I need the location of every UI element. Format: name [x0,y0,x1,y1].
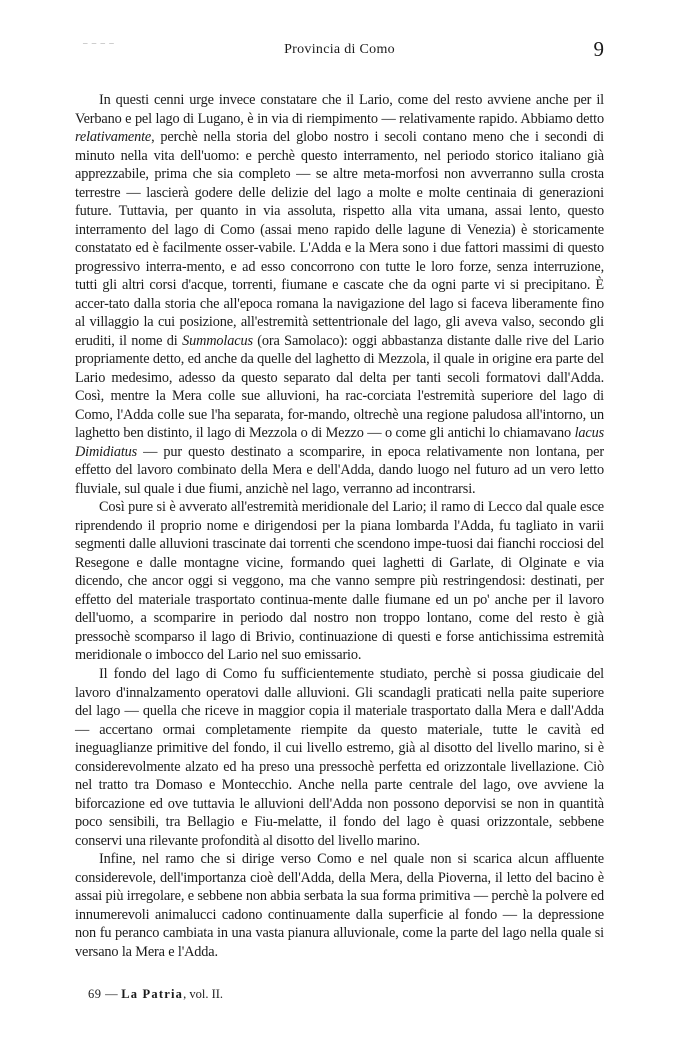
running-header [75,34,604,62]
signature-mark: 69 — [88,987,119,1001]
body-text [75,91,604,961]
paragraph [75,665,604,850]
journal-title: La Patria [121,987,184,1001]
italic-term: relativamente [75,129,152,146]
volume-label: , vol. II. [183,987,224,1001]
running-header-title: Provincia di Como [284,42,395,57]
paragraph [75,850,604,961]
text-run: (ora Samolaco): oggi abbastanza distante dalle rive del Lario propriamente detto, ed anche da quelle del laghetto di Mezzola, il quale in origine era parte del Lario medesimo, adesso da questo separato dal delta per tanti secoli formatovi dall'Adda. Così, mentre la Mera colle sue alluvioni, ha rac-corciata l'estremità superiore del lago di Como, l'Adda colle sue l'ha separata, for-mando, oltrechè una regione paludosa all'intorno, un laghetto ben distinto, il lago di Mezzola o di Mezzo — o come gli antichi lo chiamavano [75,332,604,442]
header-rule-mark: – – – – [83,38,115,48]
text-run: Così pure si è avverato all'estremità meridionale del Lario; il ramo di Lecco dal quale esce riprendendo il proprio nome e dirigendosi per la piana lombarda l'Adda, fu tagliato in varii segmenti dalle alluvioni trascinate dai torrenti che scendono impe-tuosi dai fianchi rocciosi del Resegone e dalle montagne vicine, formando quei laghetti di Garlate, di Olginate e via dicendo, che ancor oggi si veggono, ma che vanno sempre più restringendosi: destinati, per effetto del materiale trasportato continua-mente dalle fiumane ed un po' anche per il lavoro dell'uomo, a scomparire in periodo dal nostro non troppo lontano, come del resto è già pressochè scomparso il lago di Brivio, continuazione di questi e forse antichissima estremità meridionale o imbocco del Lario nel suo emissario. [75,499,604,664]
italic-term: Summolacus [182,332,253,349]
page-number: 9 [593,37,604,61]
text-run: Infine, nel ramo che si dirige verso Como e nel quale non si scarica alcun affluente considerevole, dell'importanza cioè dell'Adda, della Mera, della Pioverna, il letto del bacino è assai più irregolare, e sebbene non abbia serbata la sua forma primitiva — perchè la polvere ed innumerevoli animalucci cadono continuamente dalla superficie al fondo — la depressione non fu peranco cambiata in una vasta pianura alluvionale, come la parte del lago nella quale si versano la Mera e l'Adda. [75,851,604,960]
text-run: In questi cenni urge invece constatare che il Lario, come del resto avviene anche per il Verbano e pel lago di Lugano, è in via di riempimento — relativamente rapido. Abbiamo detto [75,92,604,127]
signature-footer [88,987,223,1002]
paragraph [75,498,604,665]
paragraph [75,91,604,498]
text-run: , perchè nella storia del globo nostro i secoli contano meno che i secondi di minuto nella vita dell'uomo: e perchè questo interramento, nel periodo storico italiano già apprezzabile, prima che sia completo — se altre meta-morfosi non avverranno sulla crosta terrestre — lascierà godere delle delizie del lago a molte e molte centinaia di generazioni future. Tuttavia, per quanto in via assoluta, rispetto alla vita umana, assai lento, questo interramento del lago di Como (assai meno rapido delle lagune di Venezia) è storicamente constatato ed è facilmente osser-vabile. L'Adda e la Mera sono i due fattori massimi di questo progressivo interra-mento, e ad esso concorrono con tutte le loro forze, senza interruzione, tutti gli altri corsi d'acque, torrenti, fiumane e cascate che da ogni parte vi si precipitano. È accer-tato dalla storia che all'epoca romana la navigazione del lago si faceva liberamente fino al villaggio la cui posizione, all'estremità settentrionale del lago, gli aveva valso, secondo gli eruditi, il nome di [75,129,604,349]
italic-term: lacus Dimidiatus [75,425,604,460]
text-run: — pur questo destinato a scomparire, in epoca relativamente non lontana, per effetto del lavoro combinato della Mera e dell'Adda, dando luogo nel futuro ad un vero letto fluviale, sul quale i due fiumi, anzichè nel lago, verranno ad incontrarsi. [75,443,604,497]
text-run: Il fondo del lago di Como fu sufficientemente studiato, perchè si possa giudicaie del lavoro d'innalzamento operatovi dalle alluvioni. Gli scandagli praticati nella paite superiore del lago — quella che riceve in maggior copia il materiale trasportato dalla Mera e dall'Adda — accertano ormai completamente riempite da questo materiale, tutte le cavità ed ineguaglianze primitive del fondo, il cui livello estremo, già al disotto del livello marino, si è considerevolmente alzato ed ha preso una pressochè perfetta ed orizzontale livellazione. Ciò nel tratto tra Domaso e Montecchio. Anche nella parte centrale del lago, ove avviene la biforcazione ed ove tuttavia le alluvioni dell'Adda non possono deporvisi se non in quantità poco sensibili, tra Bellagio e Fiu-melatte, il fondo del lago è quasi orizzontale, sebbene conservi una rilevante profondità al disotto del livello marino. [75,665,604,849]
